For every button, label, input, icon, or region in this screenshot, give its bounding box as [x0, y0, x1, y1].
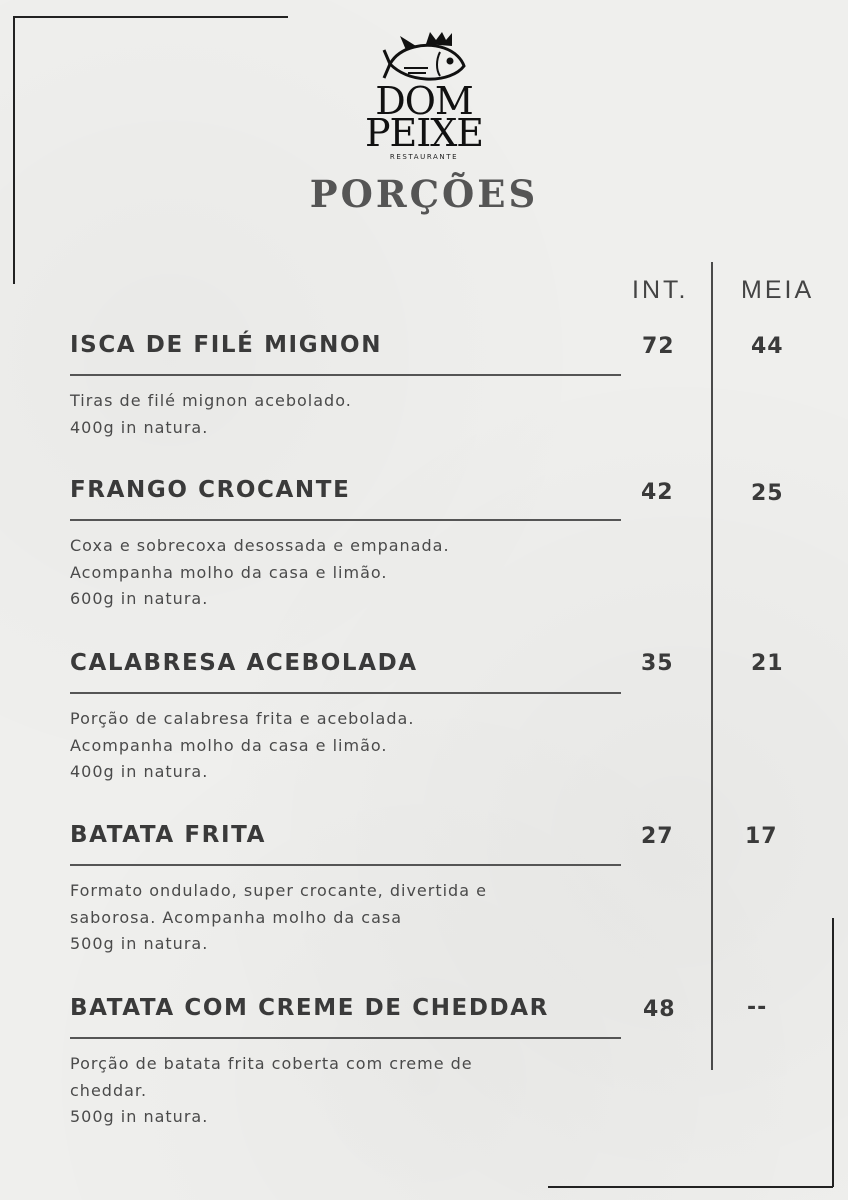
item-description-line: Coxa e sobrecoxa desossada e empanada.: [70, 536, 450, 555]
item-description-line: Acompanha molho da casa e limão.: [70, 562, 388, 582]
item-name: CALABRESA ACEBOLADA: [70, 650, 418, 676]
price-int: 48: [643, 997, 676, 1022]
frame-bottom-right-vertical: [832, 918, 834, 1187]
item-description-line: Porção de calabresa frita e acebolada.: [70, 709, 415, 728]
page-title: PORÇÕES: [309, 172, 539, 216]
item-divider: [70, 374, 621, 376]
item-divider: [70, 519, 621, 521]
item-description-line: 400g in natura.: [70, 762, 209, 781]
item-description-line: cheddar.: [70, 1080, 148, 1100]
price-int: 35: [641, 651, 674, 676]
price-meia: 21: [751, 651, 784, 676]
column-divider: [711, 262, 713, 1070]
item-description: [70, 388, 630, 441]
price-meia: --: [747, 995, 768, 1020]
price-meia: 25: [751, 481, 784, 506]
price-int: 42: [641, 480, 674, 505]
item-divider: [70, 864, 621, 866]
crowned-fish-icon: [382, 30, 468, 86]
item-name: BATATA FRITA: [70, 822, 267, 848]
item-name: ISCA DE FILÉ MIGNON: [70, 332, 383, 358]
item-description-line: 500g in natura.: [70, 1107, 209, 1126]
item-description-line: Tiras de filé mignon acebolado.: [70, 391, 352, 410]
logo-text-peixe: PEIXE: [364, 111, 484, 155]
item-description-line: 500g in natura.: [70, 934, 209, 953]
item-description: [70, 533, 630, 613]
price-meia: 17: [745, 824, 778, 849]
item-description: [70, 706, 630, 786]
item-description: [70, 1051, 630, 1131]
item-description-line: Acompanha molho da casa e limão.: [70, 735, 388, 755]
price-int: 27: [641, 824, 674, 849]
logo-subtitle: RESTAURANTE: [389, 153, 459, 161]
column-header-meia: MEIA: [741, 276, 815, 304]
item-description: [70, 878, 630, 958]
price-meia: 44: [751, 334, 784, 359]
price-int: 72: [642, 334, 675, 359]
item-description-line: Porção de batata frita coberta com creme de: [70, 1054, 473, 1073]
item-divider: [70, 1037, 621, 1039]
item-divider: [70, 692, 621, 694]
item-description-line: saborosa. Acompanha molho da casa: [70, 907, 403, 927]
frame-top-left-vertical: [13, 16, 15, 284]
column-header-int: INT.: [632, 276, 689, 304]
item-description-line: 400g in natura.: [70, 417, 209, 437]
logo-text-dom: DOM: [375, 79, 473, 123]
restaurant-logo: [352, 30, 496, 168]
frame-bottom-right-horizontal: [548, 1186, 833, 1188]
frame-top-left-horizontal: [13, 16, 288, 18]
item-name: FRANGO CROCANTE: [70, 477, 351, 503]
item-description-line: 600g in natura.: [70, 589, 209, 608]
item-name: BATATA COM CREME DE CHEDDAR: [70, 995, 549, 1021]
item-description-line: Formato ondulado, super crocante, divertida e: [70, 881, 487, 900]
